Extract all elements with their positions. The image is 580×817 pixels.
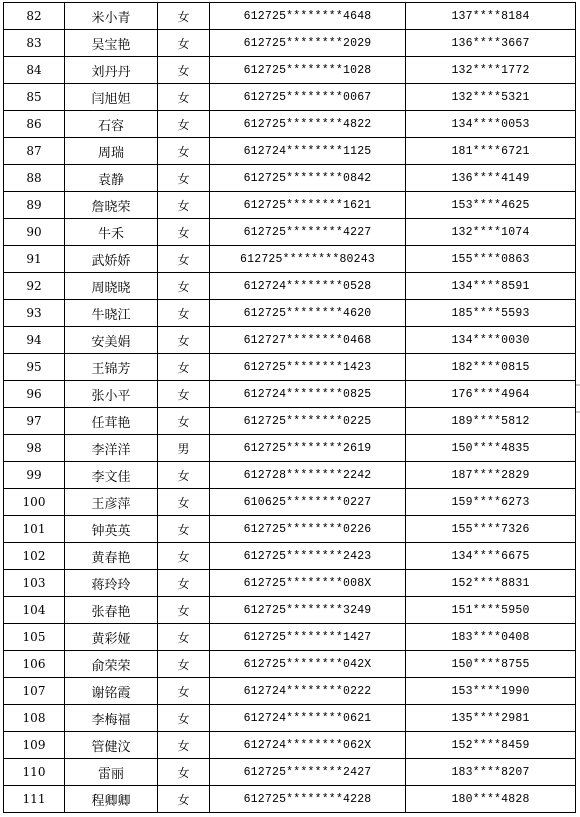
name-cell: 雷丽 [65, 759, 158, 786]
row-number-cell: 109 [4, 732, 65, 759]
id-number-cell: 612725********0842 [210, 165, 406, 192]
name-cell: 牛禾 [65, 219, 158, 246]
gender-cell: 女 [158, 246, 210, 273]
phone-cell: 152****8459 [406, 732, 576, 759]
id-number-cell: 612725********4620 [210, 300, 406, 327]
table-row [4, 408, 576, 435]
table-row [4, 543, 576, 570]
roster-sheet [3, 2, 576, 813]
name-cell: 武娇娇 [65, 246, 158, 273]
row-number-cell: 111 [4, 786, 65, 813]
name-cell: 程卿卿 [65, 786, 158, 813]
id-number-cell: 612725********2029 [210, 30, 406, 57]
row-number-cell: 97 [4, 408, 65, 435]
name-cell: 黄彩娅 [65, 624, 158, 651]
row-number-cell: 88 [4, 165, 65, 192]
phone-cell: 135****2981 [406, 705, 576, 732]
phone-cell: 159****6273 [406, 489, 576, 516]
id-number-cell: 612725********80243 [210, 246, 406, 273]
gender-cell: 女 [158, 543, 210, 570]
row-number-cell: 89 [4, 192, 65, 219]
id-number-cell: 612725********4227 [210, 219, 406, 246]
name-cell: 安美娟 [65, 327, 158, 354]
row-number-cell: 84 [4, 57, 65, 84]
name-cell: 牛晓江 [65, 300, 158, 327]
row-number-cell: 107 [4, 678, 65, 705]
id-number-cell: 612724********0222 [210, 678, 406, 705]
row-number-cell: 99 [4, 462, 65, 489]
phone-cell: 153****4625 [406, 192, 576, 219]
row-number-cell: 92 [4, 273, 65, 300]
id-number-cell: 612725********0225 [210, 408, 406, 435]
table-row [4, 516, 576, 543]
phone-cell: 151****5950 [406, 597, 576, 624]
gender-cell: 女 [158, 624, 210, 651]
row-number-cell: 85 [4, 84, 65, 111]
name-cell: 李洋洋 [65, 435, 158, 462]
phone-cell: 134****0030 [406, 327, 576, 354]
phone-cell: 185****5593 [406, 300, 576, 327]
phone-cell: 187****2829 [406, 462, 576, 489]
phone-cell: 150****4835 [406, 435, 576, 462]
phone-cell: 189****5812 [406, 408, 576, 435]
id-number-cell: 612725********2427 [210, 759, 406, 786]
gender-cell: 女 [158, 759, 210, 786]
table-row [4, 759, 576, 786]
table-row [4, 219, 576, 246]
phone-cell: 132****1772 [406, 57, 576, 84]
row-number-cell: 94 [4, 327, 65, 354]
id-number-cell: 612724********0621 [210, 705, 406, 732]
gender-cell: 女 [158, 705, 210, 732]
name-cell: 王锦芳 [65, 354, 158, 381]
row-number-cell: 83 [4, 30, 65, 57]
phone-cell: 153****1990 [406, 678, 576, 705]
phone-cell: 132****5321 [406, 84, 576, 111]
edge-mark [576, 411, 580, 413]
gender-cell: 女 [158, 516, 210, 543]
gender-cell: 女 [158, 678, 210, 705]
phone-cell: 176****4964 [406, 381, 576, 408]
name-cell: 李文佳 [65, 462, 158, 489]
table-row [4, 30, 576, 57]
name-cell: 詹晓荣 [65, 192, 158, 219]
name-cell: 袁静 [65, 165, 158, 192]
id-number-cell: 612725********008X [210, 570, 406, 597]
table-row [4, 381, 576, 408]
phone-cell: 150****8755 [406, 651, 576, 678]
name-cell: 黄春艳 [65, 543, 158, 570]
phone-cell: 152****8831 [406, 570, 576, 597]
table-row [4, 732, 576, 759]
name-cell: 管健汶 [65, 732, 158, 759]
id-number-cell: 612725********0067 [210, 84, 406, 111]
row-number-cell: 86 [4, 111, 65, 138]
phone-cell: 136****4149 [406, 165, 576, 192]
table-row [4, 705, 576, 732]
gender-cell: 女 [158, 327, 210, 354]
table-row [4, 597, 576, 624]
name-cell: 谢铭霞 [65, 678, 158, 705]
table-row [4, 435, 576, 462]
id-number-cell: 612725********1621 [210, 192, 406, 219]
phone-cell: 155****7326 [406, 516, 576, 543]
name-cell: 张小平 [65, 381, 158, 408]
gender-cell: 女 [158, 219, 210, 246]
table-row [4, 786, 576, 813]
id-number-cell: 612725********1427 [210, 624, 406, 651]
gender-cell: 女 [158, 3, 210, 30]
table-row [4, 327, 576, 354]
table-row [4, 624, 576, 651]
table-row [4, 246, 576, 273]
gender-cell: 女 [158, 408, 210, 435]
gender-cell: 女 [158, 138, 210, 165]
id-number-cell: 612725********4228 [210, 786, 406, 813]
row-number-cell: 103 [4, 570, 65, 597]
gender-cell: 女 [158, 111, 210, 138]
row-number-cell: 101 [4, 516, 65, 543]
id-number-cell: 612725********4648 [210, 3, 406, 30]
table-row [4, 273, 576, 300]
gender-cell: 女 [158, 489, 210, 516]
table-row [4, 570, 576, 597]
roster-table-body [4, 3, 576, 813]
gender-cell: 女 [158, 84, 210, 111]
id-number-cell: 612725********3249 [210, 597, 406, 624]
phone-cell: 134****0053 [406, 111, 576, 138]
id-number-cell: 612724********0528 [210, 273, 406, 300]
row-number-cell: 95 [4, 354, 65, 381]
gender-cell: 女 [158, 300, 210, 327]
row-number-cell: 82 [4, 3, 65, 30]
table-row [4, 84, 576, 111]
gender-cell: 女 [158, 57, 210, 84]
phone-cell: 180****4828 [406, 786, 576, 813]
id-number-cell: 612725********0226 [210, 516, 406, 543]
id-number-cell: 612724********062X [210, 732, 406, 759]
gender-cell: 女 [158, 597, 210, 624]
gender-cell: 女 [158, 651, 210, 678]
phone-cell: 134****6675 [406, 543, 576, 570]
row-number-cell: 104 [4, 597, 65, 624]
table-row [4, 165, 576, 192]
phone-cell: 155****0863 [406, 246, 576, 273]
gender-cell: 女 [158, 786, 210, 813]
id-number-cell: 612724********1125 [210, 138, 406, 165]
row-number-cell: 106 [4, 651, 65, 678]
name-cell: 刘丹丹 [65, 57, 158, 84]
name-cell: 闫旭妲 [65, 84, 158, 111]
name-cell: 李梅福 [65, 705, 158, 732]
gender-cell: 女 [158, 381, 210, 408]
name-cell: 石容 [65, 111, 158, 138]
name-cell: 周晓晓 [65, 273, 158, 300]
row-number-cell: 87 [4, 138, 65, 165]
table-row [4, 138, 576, 165]
table-row [4, 651, 576, 678]
id-number-cell: 612727********0468 [210, 327, 406, 354]
row-number-cell: 105 [4, 624, 65, 651]
table-row [4, 192, 576, 219]
row-number-cell: 90 [4, 219, 65, 246]
name-cell: 钟英英 [65, 516, 158, 543]
phone-cell: 136****3667 [406, 30, 576, 57]
table-row [4, 300, 576, 327]
row-number-cell: 110 [4, 759, 65, 786]
name-cell: 米小青 [65, 3, 158, 30]
phone-cell: 183****0408 [406, 624, 576, 651]
phone-cell: 134****8591 [406, 273, 576, 300]
gender-cell: 女 [158, 732, 210, 759]
table-row [4, 57, 576, 84]
name-cell: 俞荣荣 [65, 651, 158, 678]
id-number-cell: 612724********0825 [210, 381, 406, 408]
gender-cell: 女 [158, 354, 210, 381]
table-row [4, 111, 576, 138]
id-number-cell: 612725********2619 [210, 435, 406, 462]
row-number-cell: 102 [4, 543, 65, 570]
name-cell: 周瑞 [65, 138, 158, 165]
id-number-cell: 612725********1028 [210, 57, 406, 84]
id-number-cell: 612728********2242 [210, 462, 406, 489]
name-cell: 蒋玲玲 [65, 570, 158, 597]
gender-cell: 女 [158, 462, 210, 489]
phone-cell: 182****0815 [406, 354, 576, 381]
name-cell: 吴宝艳 [65, 30, 158, 57]
id-number-cell: 612725********4822 [210, 111, 406, 138]
row-number-cell: 100 [4, 489, 65, 516]
row-number-cell: 91 [4, 246, 65, 273]
id-number-cell: 612725********2423 [210, 543, 406, 570]
id-number-cell: 612725********1423 [210, 354, 406, 381]
row-number-cell: 98 [4, 435, 65, 462]
gender-cell: 女 [158, 165, 210, 192]
table-row [4, 489, 576, 516]
table-row [4, 678, 576, 705]
name-cell: 王彦萍 [65, 489, 158, 516]
name-cell: 张春艳 [65, 597, 158, 624]
phone-cell: 183****8207 [406, 759, 576, 786]
edge-mark [576, 384, 580, 386]
table-row [4, 462, 576, 489]
row-number-cell: 96 [4, 381, 65, 408]
gender-cell: 女 [158, 570, 210, 597]
phone-cell: 137****8184 [406, 3, 576, 30]
phone-cell: 132****1074 [406, 219, 576, 246]
gender-cell: 男 [158, 435, 210, 462]
id-number-cell: 610625********0227 [210, 489, 406, 516]
name-cell: 任茸艳 [65, 408, 158, 435]
id-number-cell: 612725********042X [210, 651, 406, 678]
row-number-cell: 108 [4, 705, 65, 732]
gender-cell: 女 [158, 192, 210, 219]
table-row [4, 3, 576, 30]
table-row [4, 354, 576, 381]
phone-cell: 181****6721 [406, 138, 576, 165]
row-number-cell: 93 [4, 300, 65, 327]
gender-cell: 女 [158, 30, 210, 57]
roster-table [3, 2, 576, 813]
gender-cell: 女 [158, 273, 210, 300]
